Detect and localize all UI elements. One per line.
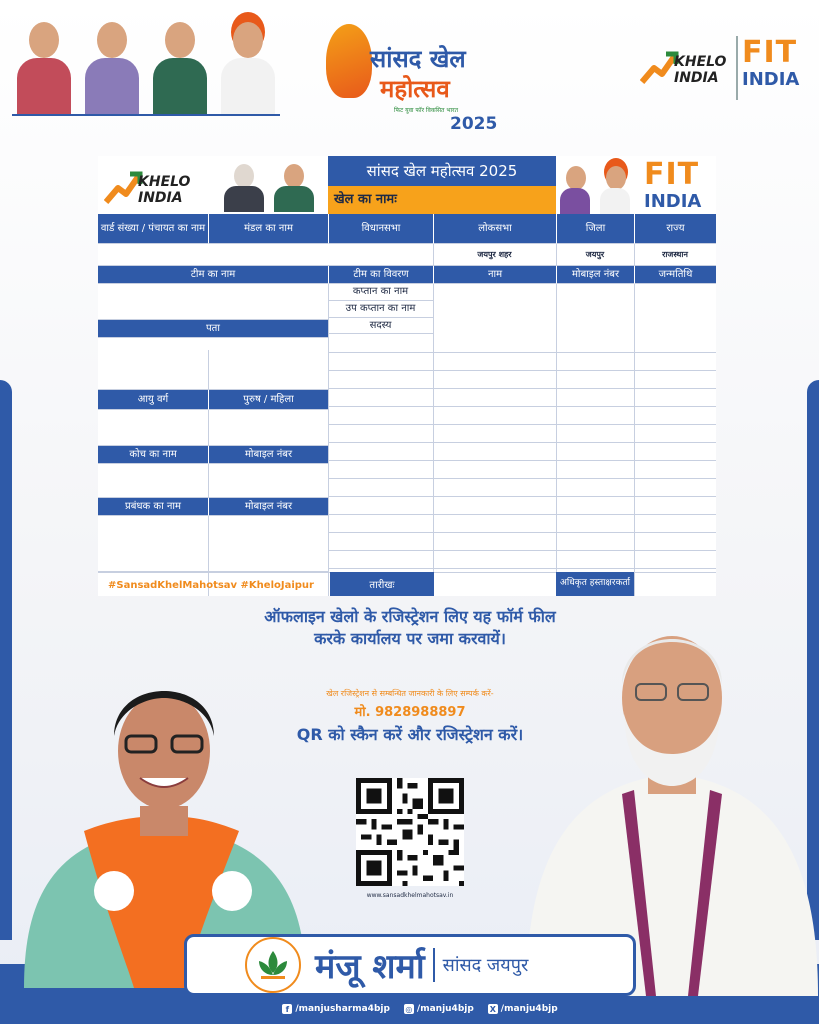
name-separator (433, 948, 435, 982)
lotus-icon (245, 937, 301, 993)
festival-title-line2: महोत्सव (380, 75, 450, 103)
age-gender-input[interactable] (98, 410, 328, 446)
ward-value[interactable] (98, 244, 208, 266)
contact-note: खेल रजिस्ट्रेशन से सम्बन्धित जानकारी के लिए सम्पर्क करें- (326, 689, 494, 698)
fit-india-text: INDIA (742, 69, 800, 90)
sansad-khel-mahotsav-logo (322, 20, 502, 135)
social-handles (270, 1004, 570, 1014)
address-header: पता (98, 320, 328, 338)
fit-text: FIT (742, 35, 798, 70)
vidhansabha-header: विधानसभा (328, 214, 433, 244)
name-banner (184, 934, 636, 996)
team-name-input[interactable] (98, 284, 328, 320)
leader-photo (148, 14, 212, 114)
facebook-icon: f (282, 1004, 292, 1014)
festival-year: 2025 (450, 114, 498, 134)
leader-photo (80, 14, 144, 114)
mandal-header: मंडल का नाम (208, 214, 328, 244)
coach-mobile-header: मोबाइल नंबर (208, 446, 328, 464)
vidhansabha-value[interactable] (328, 244, 433, 266)
form-khelo-india-logo (104, 160, 204, 212)
instagram-handle: /manju4bjp (416, 1004, 474, 1014)
gender-header: पुरुष / महिला (208, 390, 328, 410)
qr-url[interactable]: www.sansadkhelmahotsav.in (366, 892, 454, 899)
hashtags: #SansadKhelMahotsav #KheloJaipur (108, 580, 314, 591)
manager-mobile-header: मोबाइल नंबर (208, 498, 328, 516)
facebook-handle: /manjusharma4bjp (295, 1004, 390, 1014)
fit-india-logo (736, 36, 808, 100)
game-name-field[interactable]: खेल का नामः (328, 186, 556, 214)
leaders-photo-strip (12, 14, 280, 116)
loksabha-value: जयपुर शहर (433, 244, 556, 266)
torch-flame-icon (326, 24, 372, 98)
manager-input[interactable] (98, 516, 328, 572)
signature-label: अधिकृत हस्ताक्षरकर्ता (556, 572, 634, 596)
form-leader-photos-right (558, 162, 632, 214)
khelo-text: KHELO (138, 174, 191, 190)
date-label: तारीखः (330, 572, 434, 596)
contact-phone: मो. 9828988897 (354, 705, 466, 720)
form-title: सांसद खेल महोत्सव 2025 (328, 156, 556, 186)
fit-text: FIT (644, 157, 700, 192)
mandal-value[interactable] (208, 244, 328, 266)
ward-panchayat-header: वार्ड संख्या / पंचायत का नाम (98, 214, 208, 244)
festival-tagline: फिट युवा फॉर विकसित भारत (394, 107, 459, 114)
district-value: जयपुर (556, 244, 634, 266)
coach-name-header: कोच का नाम (98, 446, 208, 464)
age-group-header: आयु वर्ग (98, 390, 208, 410)
khelo-india-logo (640, 40, 730, 100)
registration-form (98, 156, 716, 596)
india-text: INDIA (674, 70, 719, 86)
form-fit-india-logo (640, 158, 714, 214)
team-detail-header: टीम का विवरण (328, 266, 433, 284)
candidate-name: मंजू शर्मा (315, 947, 425, 987)
form-header-logos (98, 156, 328, 214)
instagram-icon: ◎ (405, 1004, 413, 1014)
manager-name-header: प्रबंधक का नाम (98, 498, 208, 516)
x-icon: X (489, 1004, 496, 1014)
leader-photo (216, 14, 280, 114)
qr-instruction-text: QR को स्कैन करें और रजिस्ट्रेशन करें। (296, 725, 524, 744)
vice-captain-label: उप कप्तान का नाम (328, 301, 433, 318)
india-text: INDIA (138, 190, 183, 206)
dob-header: जन्मतिथि (634, 266, 716, 284)
member-label: सदस्य (328, 318, 433, 334)
loksabha-header: लोकसभा (433, 214, 556, 244)
team-name-header: टीम का नाम (98, 266, 328, 284)
captain-label: कप्तान का नाम (328, 284, 433, 301)
name-header: नाम (433, 266, 556, 284)
offline-registration-text: ऑफलाइन खेलो के रजिस्ट्रेशन लिए यह फॉर्म फील करके कार्यालय पर जमा करवायें। (264, 607, 556, 648)
state-header: राज्य (634, 214, 716, 244)
left-wave-decoration (0, 380, 12, 940)
x-handle: /manju4bjp (500, 1004, 558, 1014)
state-value: राजस्थान (634, 244, 716, 266)
facebook-link[interactable] (282, 1004, 390, 1014)
address-input[interactable] (98, 338, 328, 390)
coach-input[interactable] (98, 464, 328, 498)
leader-photo (12, 14, 76, 114)
mobile-header: मोबाइल नंबर (556, 266, 634, 284)
fit-india-text: INDIA (644, 191, 702, 212)
district-header: जिला (556, 214, 634, 244)
festival-title-line1: सांसद खेल (370, 45, 466, 73)
khelo-text: KHELO (674, 54, 727, 70)
instagram-link[interactable] (404, 1004, 474, 1014)
qr-code[interactable] (356, 778, 464, 886)
form-title-box (328, 156, 556, 214)
candidate-role: सांसद जयपुर (442, 955, 529, 976)
x-link[interactable] (488, 1004, 558, 1014)
form-leader-photos (212, 160, 326, 212)
